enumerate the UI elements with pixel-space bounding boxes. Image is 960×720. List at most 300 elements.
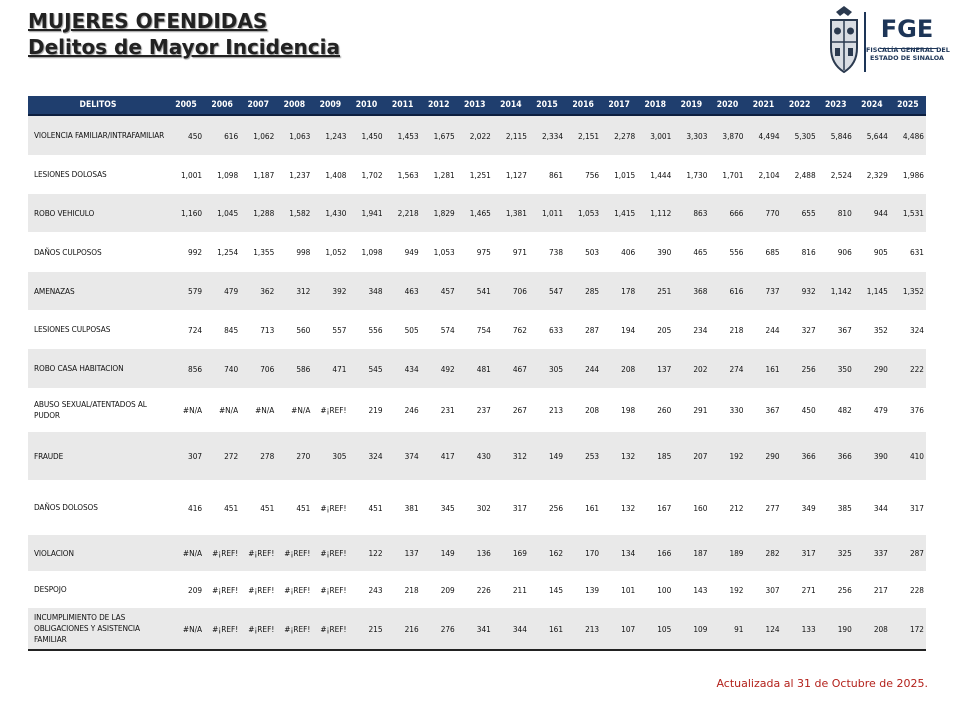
page-title: MUJERES OFENDIDAS — [28, 9, 268, 33]
table-cell: 1,001 — [168, 155, 204, 194]
table-cell: #¡REF! — [312, 535, 348, 571]
table-cell: 430 — [457, 432, 493, 480]
table-cell: #¡REF! — [240, 571, 276, 608]
table-cell: 305 — [312, 432, 348, 480]
table-cell: 406 — [601, 232, 637, 272]
table-cell: 161 — [529, 608, 565, 650]
table-cell: 932 — [782, 272, 818, 310]
table-cell: 1,251 — [457, 155, 493, 194]
table-cell: 376 — [890, 388, 926, 432]
table-cell: 291 — [673, 388, 709, 432]
table-cell: 272 — [204, 432, 240, 480]
column-header-year: 2007 — [240, 96, 276, 115]
table-cell: 246 — [385, 388, 421, 432]
table-cell: 368 — [673, 272, 709, 310]
table-cell: 816 — [782, 232, 818, 272]
table-header-row — [28, 96, 926, 115]
column-header-year: 2016 — [565, 96, 601, 115]
sinaloa-shield-emblem-icon — [826, 4, 862, 76]
row-label: ROBO VEHICULO — [28, 194, 168, 232]
title-block — [28, 8, 340, 60]
table-cell: 234 — [673, 310, 709, 349]
column-header-year: 2022 — [782, 96, 818, 115]
table-cell: 190 — [818, 608, 854, 650]
table-cell: 287 — [565, 310, 601, 349]
table-cell: 3,001 — [637, 115, 673, 155]
table-cell: 192 — [709, 432, 745, 480]
table-cell: 149 — [421, 535, 457, 571]
table-row — [28, 388, 926, 432]
row-label: VIOLACION — [28, 535, 168, 571]
table-cell: 385 — [818, 480, 854, 535]
column-header-year: 2008 — [276, 96, 312, 115]
table-cell: 274 — [709, 349, 745, 388]
table-cell: 231 — [421, 388, 457, 432]
table-cell: 344 — [854, 480, 890, 535]
table-cell: 1,444 — [637, 155, 673, 194]
table-row — [28, 310, 926, 349]
table-cell: 178 — [601, 272, 637, 310]
table-cell: 450 — [782, 388, 818, 432]
table-cell: 202 — [673, 349, 709, 388]
table-cell: 451 — [240, 480, 276, 535]
table-cell: #¡REF! — [312, 480, 348, 535]
table-cell: 451 — [204, 480, 240, 535]
table-cell: 290 — [746, 432, 782, 480]
table-cell: 557 — [312, 310, 348, 349]
table-cell: 271 — [782, 571, 818, 608]
table-cell: 101 — [601, 571, 637, 608]
table-row — [28, 155, 926, 194]
table-cell: 208 — [565, 388, 601, 432]
table-cell: 1,187 — [240, 155, 276, 194]
table-row — [28, 571, 926, 608]
table-cell: 278 — [240, 432, 276, 480]
table-cell: 724 — [168, 310, 204, 349]
table-cell: 2,278 — [601, 115, 637, 155]
table-cell: 762 — [493, 310, 529, 349]
table-cell: 737 — [746, 272, 782, 310]
table-cell: 348 — [348, 272, 384, 310]
table-cell: 1,011 — [529, 194, 565, 232]
table-cell: 91 — [709, 608, 745, 650]
column-header-year: 2005 — [168, 96, 204, 115]
table-cell: 482 — [818, 388, 854, 432]
table-cell: 213 — [529, 388, 565, 432]
table-cell: 160 — [673, 480, 709, 535]
table-cell: 856 — [168, 349, 204, 388]
column-header-year: 2025 — [890, 96, 926, 115]
logo-line-2: ESTADO DE SINALOA — [870, 54, 944, 62]
row-label: AMENAZAS — [28, 272, 168, 310]
column-header-year: 2010 — [348, 96, 384, 115]
table-cell: 312 — [276, 272, 312, 310]
column-header-year: 2019 — [673, 96, 709, 115]
table-cell: 390 — [854, 432, 890, 480]
table-cell: 219 — [348, 388, 384, 432]
table-cell: 2,334 — [529, 115, 565, 155]
table-cell: 162 — [529, 535, 565, 571]
table-cell: 381 — [385, 480, 421, 535]
table-cell: 362 — [240, 272, 276, 310]
table-row — [28, 535, 926, 571]
table-cell: #N/A — [168, 388, 204, 432]
table-cell: 706 — [240, 349, 276, 388]
table-cell: #N/A — [240, 388, 276, 432]
table-cell: 243 — [348, 571, 384, 608]
table-cell: 2,022 — [457, 115, 493, 155]
table-cell: 1,288 — [240, 194, 276, 232]
table-row — [28, 349, 926, 388]
column-header-year: 2011 — [385, 96, 421, 115]
table-cell: 713 — [240, 310, 276, 349]
table-cell: 740 — [204, 349, 240, 388]
table-cell: 5,644 — [854, 115, 890, 155]
table-cell: 2,329 — [854, 155, 890, 194]
table-cell: 1,015 — [601, 155, 637, 194]
table-cell: 122 — [348, 535, 384, 571]
table-cell: 133 — [782, 608, 818, 650]
table-cell: 1,381 — [493, 194, 529, 232]
table-row — [28, 232, 926, 272]
table-cell: 463 — [385, 272, 421, 310]
table-cell: 208 — [854, 608, 890, 650]
table-cell: 1,281 — [421, 155, 457, 194]
table-cell: 633 — [529, 310, 565, 349]
table-cell: 560 — [276, 310, 312, 349]
table-cell: 302 — [457, 480, 493, 535]
logo-text — [866, 4, 948, 62]
table-cell: 244 — [565, 349, 601, 388]
table-cell: 1,450 — [348, 115, 384, 155]
table-cell: 1,053 — [565, 194, 601, 232]
table-cell: 492 — [421, 349, 457, 388]
table-cell: 145 — [529, 571, 565, 608]
table-cell: 366 — [818, 432, 854, 480]
table-cell: 1,408 — [312, 155, 348, 194]
table-cell: 307 — [746, 571, 782, 608]
table-cell: 655 — [782, 194, 818, 232]
table-cell: 998 — [276, 232, 312, 272]
row-label: DESPOJO — [28, 571, 168, 608]
table-cell: 756 — [565, 155, 601, 194]
table-cell: 1,465 — [457, 194, 493, 232]
table-cell: 5,305 — [782, 115, 818, 155]
table-cell: 1,145 — [854, 272, 890, 310]
table-cell: 132 — [601, 432, 637, 480]
table-cell: #N/A — [168, 608, 204, 650]
table-cell: 170 — [565, 535, 601, 571]
table-cell: 207 — [673, 432, 709, 480]
table-cell: 1,142 — [818, 272, 854, 310]
table-cell: 451 — [276, 480, 312, 535]
table-cell: 450 — [168, 115, 204, 155]
logo-acronym: FGE — [880, 15, 934, 43]
table-row — [28, 608, 926, 650]
table-row — [28, 432, 926, 480]
table-cell: 666 — [709, 194, 745, 232]
table-cell: 4,486 — [890, 115, 926, 155]
table-cell: 260 — [637, 388, 673, 432]
table-cell: 169 — [493, 535, 529, 571]
table-cell: 3,303 — [673, 115, 709, 155]
table-cell: 616 — [709, 272, 745, 310]
table-cell: 228 — [890, 571, 926, 608]
table-cell: 1,045 — [204, 194, 240, 232]
column-header-year: 2018 — [637, 96, 673, 115]
table-cell: #N/A — [204, 388, 240, 432]
column-header-year: 2020 — [709, 96, 745, 115]
table-cell: #¡REF! — [204, 535, 240, 571]
table-cell: 2,104 — [746, 155, 782, 194]
table-cell: #¡REF! — [276, 608, 312, 650]
table-cell: 172 — [890, 608, 926, 650]
table-cell: 276 — [421, 608, 457, 650]
table-cell: 317 — [782, 535, 818, 571]
row-label: LESIONES CULPOSAS — [28, 310, 168, 349]
table-cell: 277 — [746, 480, 782, 535]
table-cell: 167 — [637, 480, 673, 535]
table-cell: 307 — [168, 432, 204, 480]
table-cell: 471 — [312, 349, 348, 388]
table-cell: 944 — [854, 194, 890, 232]
table-cell: 1,052 — [312, 232, 348, 272]
table-cell: 616 — [204, 115, 240, 155]
column-header-year: 2023 — [818, 96, 854, 115]
table-cell: 256 — [782, 349, 818, 388]
table-cell: #¡REF! — [276, 535, 312, 571]
table-cell: 367 — [746, 388, 782, 432]
table-cell: 100 — [637, 571, 673, 608]
table-cell: 237 — [457, 388, 493, 432]
column-header-year: 2014 — [493, 96, 529, 115]
table-cell: 161 — [746, 349, 782, 388]
table-cell: 192 — [709, 571, 745, 608]
table-cell: 337 — [854, 535, 890, 571]
table-cell: 1,453 — [385, 115, 421, 155]
table-cell: 185 — [637, 432, 673, 480]
row-label: DAÑOS CULPOSOS — [28, 232, 168, 272]
table-cell: #¡REF! — [312, 571, 348, 608]
table-cell: 1,531 — [890, 194, 926, 232]
table-cell: 810 — [818, 194, 854, 232]
table-cell: 137 — [637, 349, 673, 388]
table-cell: 251 — [637, 272, 673, 310]
table-cell: 3,870 — [709, 115, 745, 155]
table-cell: 392 — [312, 272, 348, 310]
table-cell: 416 — [168, 480, 204, 535]
column-header-year: 2024 — [854, 96, 890, 115]
table-cell: 327 — [782, 310, 818, 349]
column-header-year: 2006 — [204, 96, 240, 115]
table-cell: 1,112 — [637, 194, 673, 232]
table-cell: 1,352 — [890, 272, 926, 310]
table-cell: 1,062 — [240, 115, 276, 155]
table-cell: #¡REF! — [204, 571, 240, 608]
table-cell: 992 — [168, 232, 204, 272]
table-cell: 861 — [529, 155, 565, 194]
row-label: LESIONES DOLOSAS — [28, 155, 168, 194]
table-cell: 143 — [673, 571, 709, 608]
table-cell: 253 — [565, 432, 601, 480]
table-cell: 218 — [709, 310, 745, 349]
table-cell: 467 — [493, 349, 529, 388]
table-row — [28, 115, 926, 155]
table-cell: 1,237 — [276, 155, 312, 194]
table-cell: 285 — [565, 272, 601, 310]
table-cell: 136 — [457, 535, 493, 571]
table-row — [28, 194, 926, 232]
table-cell: 481 — [457, 349, 493, 388]
incidence-table — [28, 96, 926, 651]
table-cell: 1,563 — [385, 155, 421, 194]
table-cell: 556 — [348, 310, 384, 349]
table-cell: 505 — [385, 310, 421, 349]
table-cell: #¡REF! — [312, 388, 348, 432]
table-cell: 349 — [782, 480, 818, 535]
page-subtitle: Delitos de Mayor Incidencia — [28, 35, 340, 59]
table-cell: 1,098 — [348, 232, 384, 272]
table-cell: 574 — [421, 310, 457, 349]
table-cell: 305 — [529, 349, 565, 388]
row-label: VIOLENCIA FAMILIAR/INTRAFAMILIAR — [28, 115, 168, 155]
table-row — [28, 272, 926, 310]
table-cell: 267 — [493, 388, 529, 432]
table-cell: 1,430 — [312, 194, 348, 232]
table-cell: 226 — [457, 571, 493, 608]
table-cell: 374 — [385, 432, 421, 480]
table-cell: 317 — [890, 480, 926, 535]
table-cell: #¡REF! — [276, 571, 312, 608]
table-cell: 1,355 — [240, 232, 276, 272]
column-header-year: 2012 — [421, 96, 457, 115]
table-cell: 211 — [493, 571, 529, 608]
table-cell: 132 — [601, 480, 637, 535]
table-cell: #¡REF! — [312, 608, 348, 650]
table-cell: 194 — [601, 310, 637, 349]
table-cell: 390 — [637, 232, 673, 272]
table-cell: 345 — [421, 480, 457, 535]
table-cell: 971 — [493, 232, 529, 272]
table-cell: 187 — [673, 535, 709, 571]
column-header-year: 2009 — [312, 96, 348, 115]
table-cell: 212 — [709, 480, 745, 535]
table-cell: 1,098 — [204, 155, 240, 194]
table-cell: 1,063 — [276, 115, 312, 155]
table-cell: 137 — [385, 535, 421, 571]
table-cell: 1,415 — [601, 194, 637, 232]
table-cell: 1,243 — [312, 115, 348, 155]
table-cell: 324 — [348, 432, 384, 480]
table-cell: #¡REF! — [240, 535, 276, 571]
table-cell: 905 — [854, 232, 890, 272]
table-cell: 109 — [673, 608, 709, 650]
table-cell: 949 — [385, 232, 421, 272]
table-cell: 503 — [565, 232, 601, 272]
table-cell: 770 — [746, 194, 782, 232]
table-cell: 1,941 — [348, 194, 384, 232]
table-cell: 586 — [276, 349, 312, 388]
table-cell: 198 — [601, 388, 637, 432]
table-cell: 434 — [385, 349, 421, 388]
table-cell: #¡REF! — [204, 608, 240, 650]
table-cell: 685 — [746, 232, 782, 272]
table-cell: 312 — [493, 432, 529, 480]
table-cell: 244 — [746, 310, 782, 349]
table-cell: 189 — [709, 535, 745, 571]
table-cell: 134 — [601, 535, 637, 571]
table-cell: 1,986 — [890, 155, 926, 194]
table-cell: 4,494 — [746, 115, 782, 155]
table-cell: 1,053 — [421, 232, 457, 272]
table-cell: 1,127 — [493, 155, 529, 194]
table-cell: 2,218 — [385, 194, 421, 232]
table-cell: 1,702 — [348, 155, 384, 194]
table-cell: 631 — [890, 232, 926, 272]
table-cell: 1,701 — [709, 155, 745, 194]
table-cell: 256 — [529, 480, 565, 535]
table-cell: 2,115 — [493, 115, 529, 155]
table-cell: 417 — [421, 432, 457, 480]
table-cell: 465 — [673, 232, 709, 272]
table-cell: #N/A — [168, 535, 204, 571]
table-cell: 139 — [565, 571, 601, 608]
table-cell: 350 — [818, 349, 854, 388]
table-cell: 209 — [168, 571, 204, 608]
table-cell: 547 — [529, 272, 565, 310]
table-cell: 352 — [854, 310, 890, 349]
table-cell: 317 — [493, 480, 529, 535]
table-cell: 1,730 — [673, 155, 709, 194]
row-label: ABUSO SEXUAL/ATENTADOS AL PUDOR — [28, 388, 168, 432]
table-cell: 2,524 — [818, 155, 854, 194]
table-cell: 215 — [348, 608, 384, 650]
table-cell: 216 — [385, 608, 421, 650]
table-cell: 208 — [601, 349, 637, 388]
table-cell: 124 — [746, 608, 782, 650]
fge-logo — [826, 4, 950, 76]
row-label: FRAUDE — [28, 432, 168, 480]
table-cell: 270 — [276, 432, 312, 480]
table-cell: 479 — [854, 388, 890, 432]
table-cell: 845 — [204, 310, 240, 349]
table-cell: 330 — [709, 388, 745, 432]
table-cell: 287 — [890, 535, 926, 571]
table-cell: 410 — [890, 432, 926, 480]
table-cell: 324 — [890, 310, 926, 349]
column-header-year: 2017 — [601, 96, 637, 115]
table-cell: 344 — [493, 608, 529, 650]
table-cell: #N/A — [276, 388, 312, 432]
update-note: Actualizada al 31 de Octubre de 2025. — [716, 677, 928, 690]
table-cell: 541 — [457, 272, 493, 310]
table-cell: 325 — [818, 535, 854, 571]
table-cell: 706 — [493, 272, 529, 310]
table-cell: 209 — [421, 571, 457, 608]
table-cell: 738 — [529, 232, 565, 272]
column-header-year: 2021 — [746, 96, 782, 115]
table-cell: #¡REF! — [240, 608, 276, 650]
table-cell: 367 — [818, 310, 854, 349]
table-cell: 457 — [421, 272, 457, 310]
table-cell: 975 — [457, 232, 493, 272]
table-cell: 1,829 — [421, 194, 457, 232]
table-cell: 161 — [565, 480, 601, 535]
row-label: ROBO CASA HABITACION — [28, 349, 168, 388]
table-row — [28, 480, 926, 535]
table-cell: 366 — [782, 432, 818, 480]
table-cell: 107 — [601, 608, 637, 650]
